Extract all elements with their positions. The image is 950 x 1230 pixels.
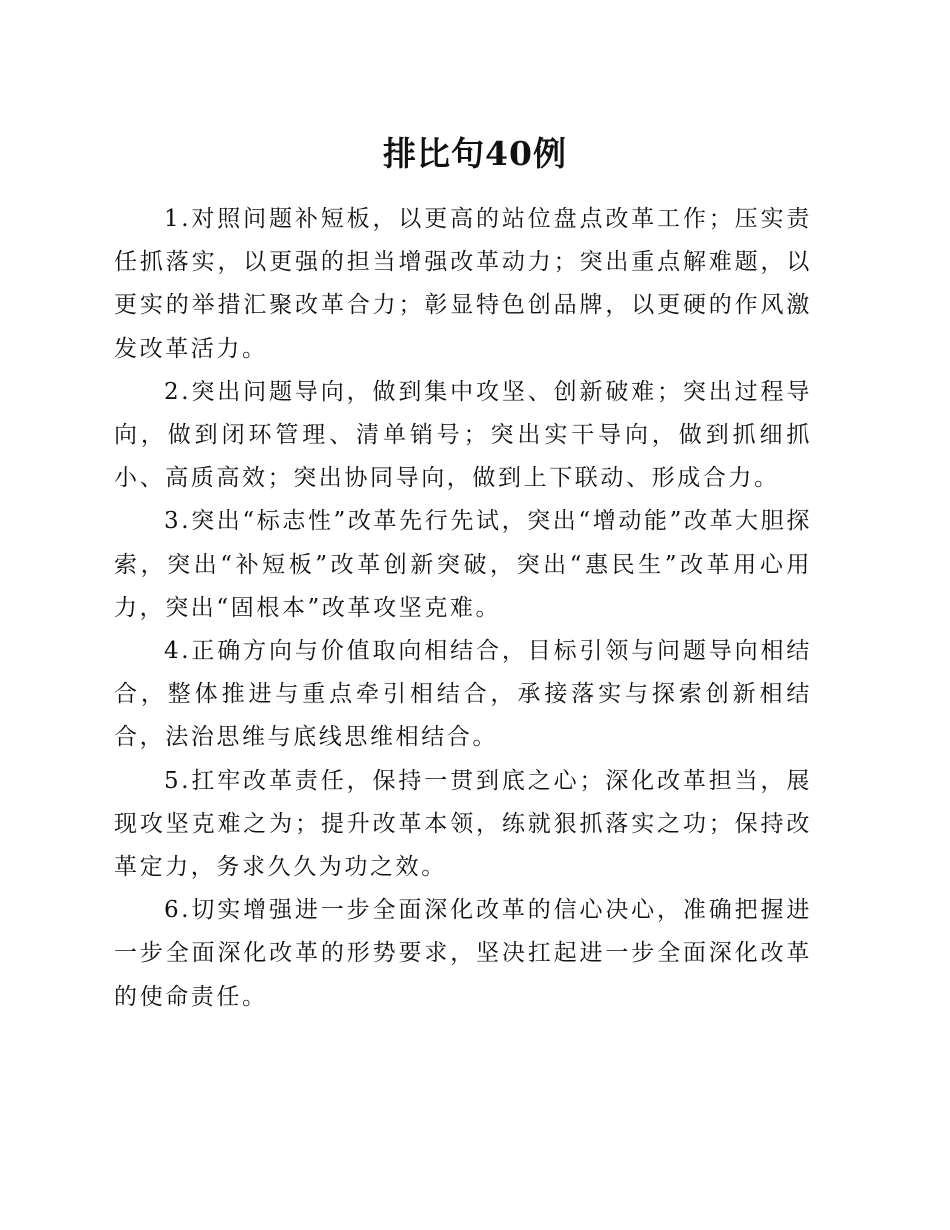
paragraph-3: 3.突出“标志性”改革先行先试，突出“增动能”改革大胆探索，突出“补短板”改革创新突破，突出“惠民生”改革用心用力，突出“固根本”改革攻坚克难。: [114, 508, 812, 621]
document-body: [114, 198, 812, 1019]
page-title: 排比句40例: [383, 134, 567, 173]
paragraph-4: 4.正确方向与价值取向相结合，目标引领与问题导向相结合，整体推进与重点牵引相结合，承接落实与探索创新相结合，法治思维与底线思维相结合。: [114, 638, 812, 751]
paragraph-2: 2.突出问题导向，做到集中攻坚、创新破难；突出过程导向，做到闭环管理、清单销号；突出实干导向，做到抓细抓小、高质高效；突出协同导向，做到上下联动、形成合力。: [114, 378, 812, 492]
paragraph-1: 1.对照问题补短板，以更高的站位盘点改革工作；压实责任抓落实，以更强的担当增强改革动力；突出重点解难题，以更实的举措汇聚改革合力；彰显特色创品牌，以更硬的作风激发改革活力。: [114, 206, 812, 362]
paragraph-6: 6.切实增强进一步全面深化改革的信心决心，准确把握进一步全面深化改革的形势要求，坚决扛起进一步全面深化改革的使命责任。: [114, 897, 812, 1010]
paragraph-5: 5.扛牢改革责任，保持一贯到底之心；深化改革担当，展现攻坚克难之为；提升改革本领，练就狠抓落实之功；保持改革定力，务求久久为功之效。: [114, 767, 812, 881]
